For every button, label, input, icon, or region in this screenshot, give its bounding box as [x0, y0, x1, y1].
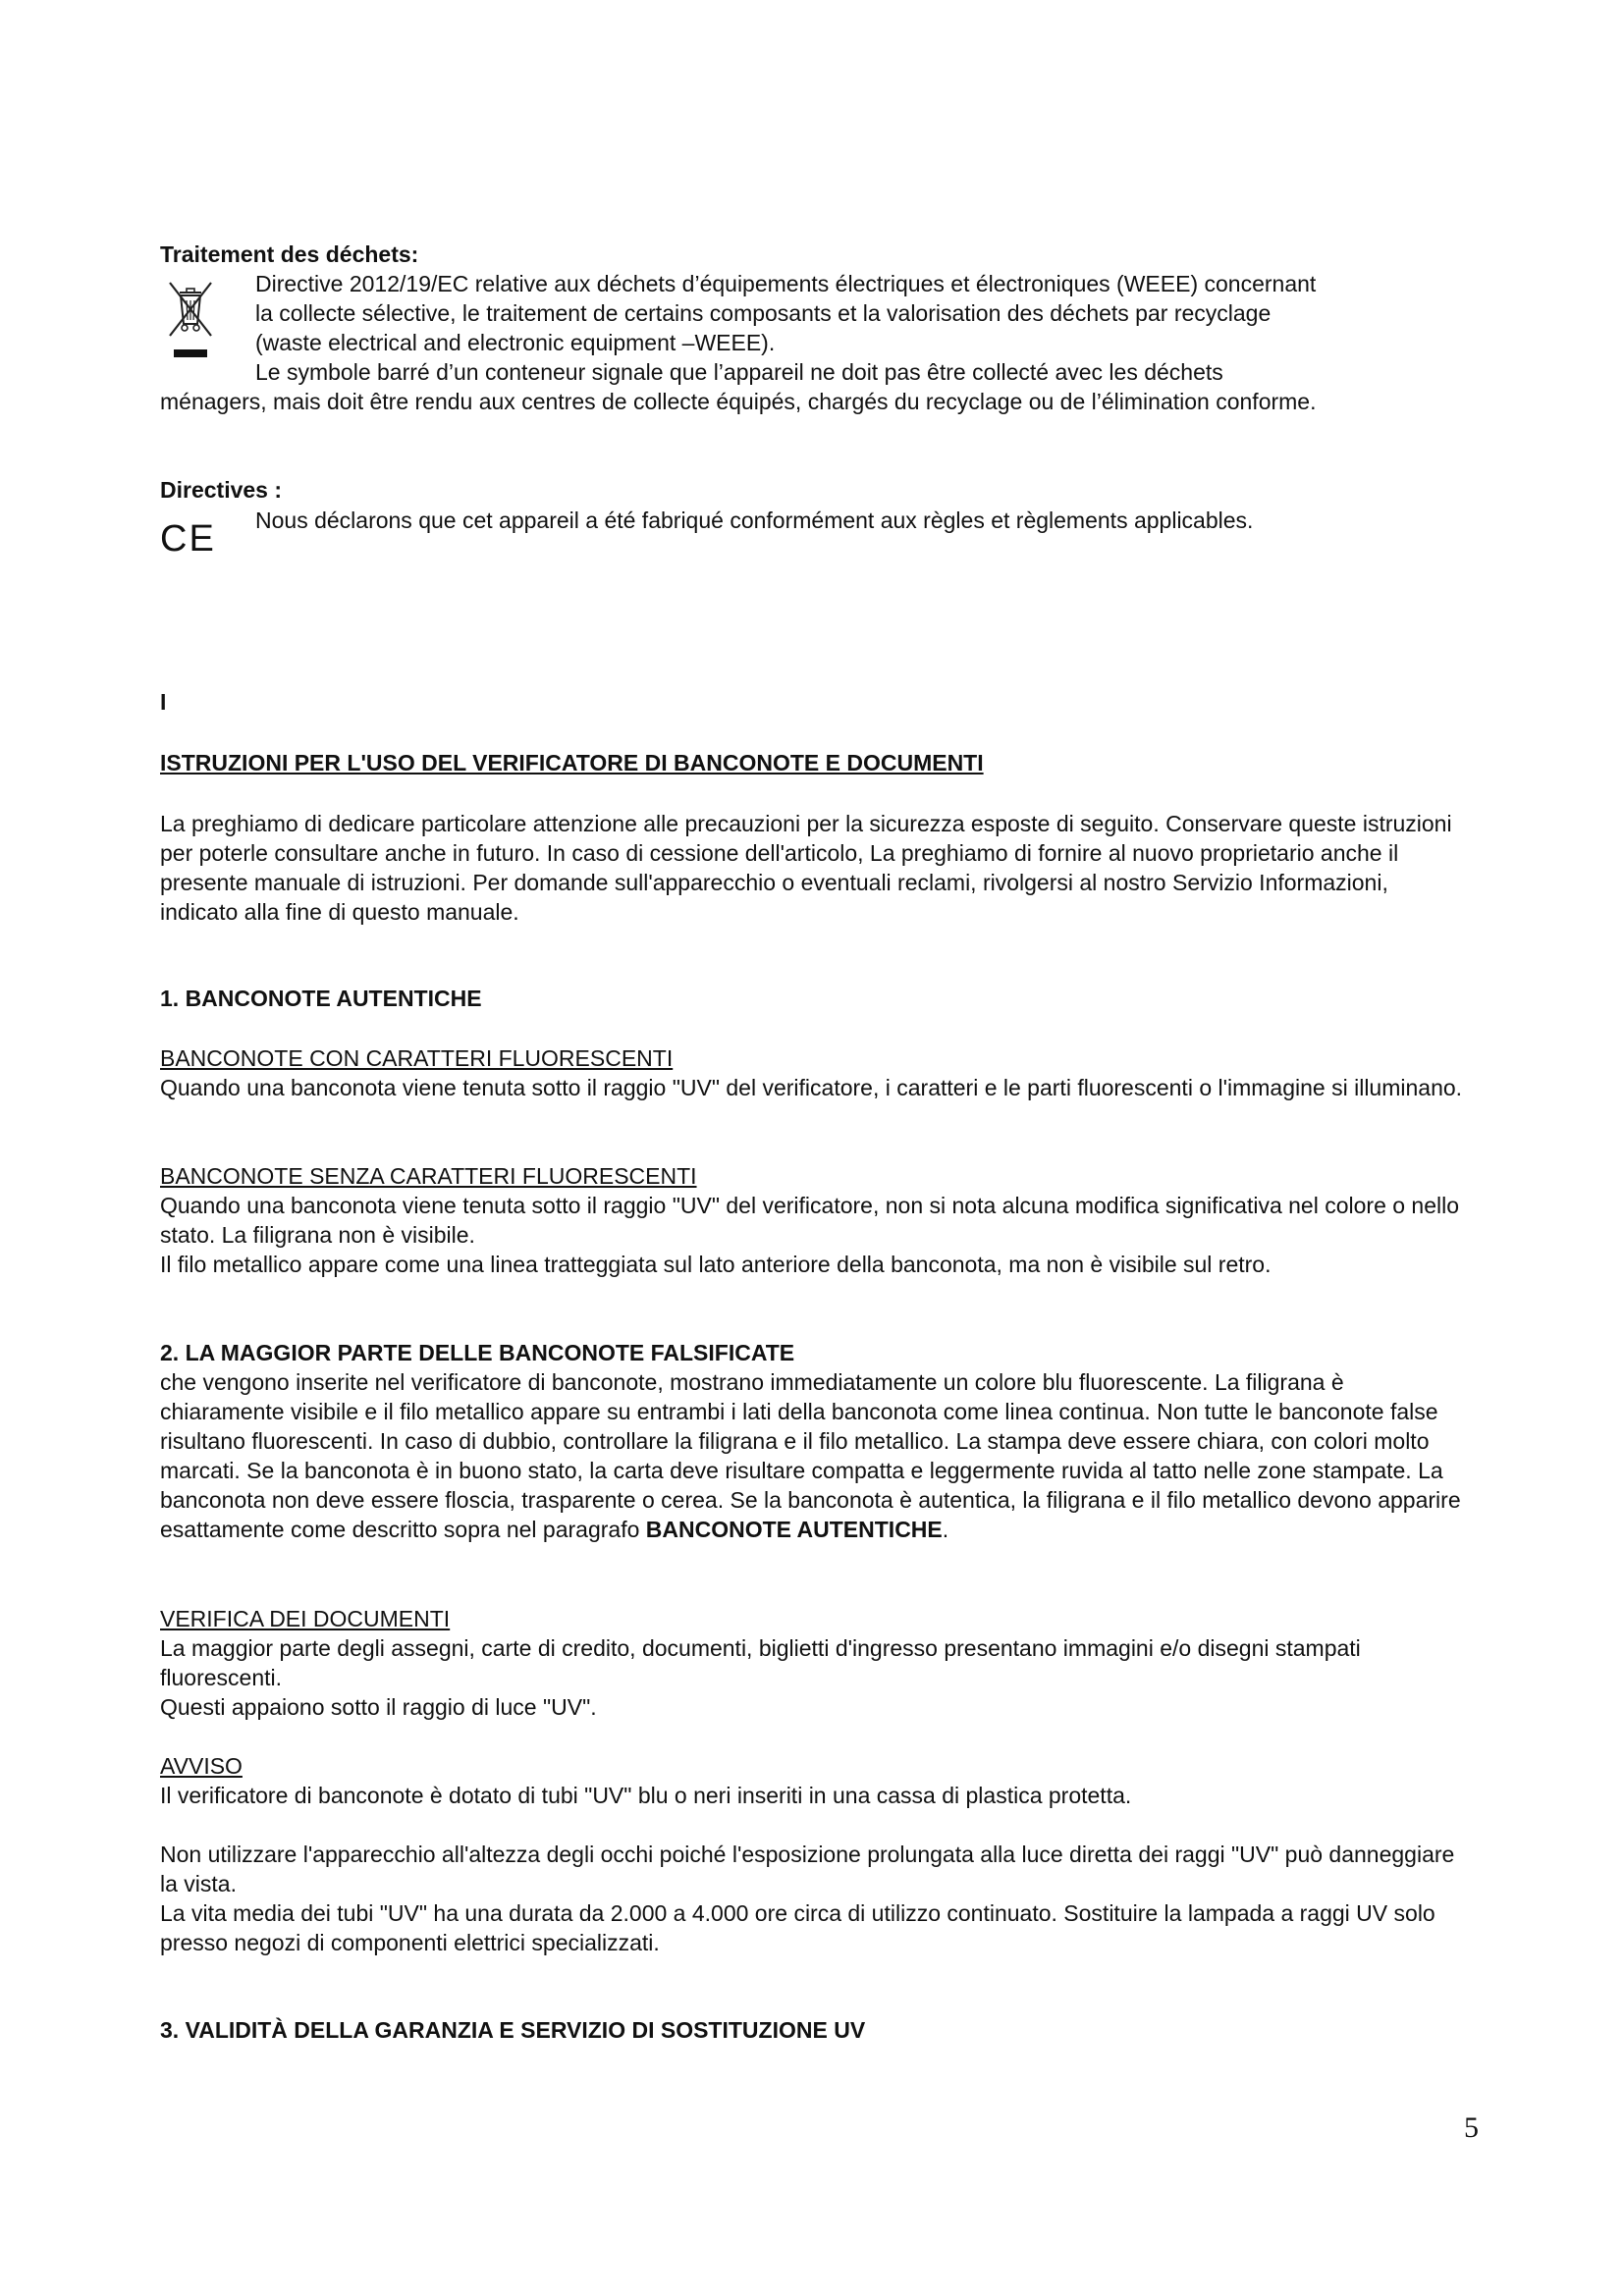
documents-heading: VERIFICA DEI DOCUMENTI	[160, 1606, 451, 1631]
page-number: 5	[1464, 2111, 1479, 2144]
waste-directive-text	[160, 269, 1561, 387]
document-title: ISTRUZIONI PER L'USO DEL VERIFICATORE DI BANCONOTE E DOCUMENTI	[160, 750, 984, 775]
waste-continuation: ménagers, mais doit être rendu aux centres de collecte équipés, chargés du recyclage ou de l’élimination conforme.	[160, 389, 1317, 414]
section-2-text	[160, 1367, 1466, 1544]
section-1a-text: Quando una banconota viene tenuta sotto il raggio "UV" del verificatore, i caratteri e le parti fluorescenti o l'immagine si illuminano.	[160, 1075, 1463, 1100]
directives-heading: Directives :	[160, 477, 283, 503]
section-3-heading: 3. VALIDITÀ DELLA GARANZIA E SERVIZIO DI SOSTITUZIONE UV	[160, 2017, 866, 2043]
ce-mark-text: CE	[160, 518, 216, 559]
section-1b-heading: BANCONOTE SENZA CARATTERI FLUORESCENTI	[160, 1163, 697, 1189]
warning-text: Il verificatore di banconote è dotato di tubi "UV" blu o neri inseriti in una cassa di plastica protetta.	[160, 1783, 1132, 1808]
waste-line: (waste electrical and electronic equipment –WEEE).	[255, 330, 776, 355]
section-2-heading: 2. LA MAGGIOR PARTE DELLE BANCONOTE FALSIFICATE	[160, 1340, 795, 1365]
waste-line: Directive 2012/19/EC relative aux déchets d’équipements électriques et électroniques (WEEE) concernant	[255, 271, 1317, 296]
section-1-heading: 1. BANCONOTE AUTENTICHE	[160, 986, 482, 1011]
section-1a-heading: BANCONOTE CON CARATTERI FLUORESCENTI	[160, 1045, 674, 1071]
section-2-body: che vengono inserite nel verificatore di banconote, mostrano immediatamente un colore blu fluorescente. La filigrana è chiaramente visibile e il filo metallico appare su entrambi i lati della banconota come linea continua. Non tutte le banconote false risultano fluorescenti. In caso di dubbio, controllare la filigrana e il filo metallico. La stampa deve essere chiara, con colori molto marcati. Se la banconota è in buono stato, la carta deve risultare compatta e leggermente ruvida al tatto nelle zone stampate. La banconota non deve essere floscia, trasparente o cerea. Se la banconota è autentica, la filigrana e il filo metallico devono apparire esattamente come descritto sopra nel paragrafo	[160, 1369, 1461, 1542]
warning-heading: AVVISO	[160, 1753, 243, 1779]
documents-text-2: Questi appaiono sotto il raggio di luce "UV".	[160, 1694, 597, 1720]
section-2-end: .	[942, 1517, 949, 1542]
section-1b-text: Quando una banconota viene tenuta sotto il raggio "UV" del verificatore, non si nota alcuna modifica significativa nel colore o nello stato. La filigrana non è visibile.	[160, 1193, 1460, 1248]
documents-text: La maggior parte degli assegni, carte di credito, documenti, biglietti d'ingresso presentano immagini e/o disegni stampati fluorescenti.	[160, 1635, 1361, 1690]
section-1b-text-2: Il filo metallico appare come una linea tratteggiata sul lato anteriore della banconota, ma non è visibile sul retro.	[160, 1252, 1272, 1277]
directives-text: Nous déclarons que cet appareil a été fabriqué conformément aux règles et règlements applicables.	[255, 507, 1254, 533]
section-2-bold-ref: BANCONOTE AUTENTICHE	[645, 1517, 943, 1542]
language-marker: I	[160, 689, 167, 715]
warning-text-2: Non utilizzare l'apparecchio all'altezza degli occhi poiché l'esposizione prolungata alla luce diretta dei raggi "UV" può danneggiare la vista.	[160, 1842, 1455, 1896]
warning-text-3: La vita media dei tubi "UV" ha una durata da 2.000 a 4.000 ore circa di utilizzo continuato. Sostituire la lampada a raggi UV solo presso negozi di componenti elettrici specializzati.	[160, 1900, 1435, 1955]
waste-line: la collecte sélective, le traitement de certains composants et la valorisation des déchets par recyclage	[255, 300, 1272, 326]
intro-paragraph: La preghiamo di dedicare particolare attenzione alle precauzioni per la sicurezza esposte di seguito. Conservare queste istruzioni per poterle consultare anche in futuro. In caso di cessione dell'articolo, La preghiamo di fornire al nuovo proprietario anche il presente manuale di istruzioni. Per domande sull'apparecchio o eventuali reclami, rivolgersi al nostro Servizio Informazioni, indicato alla fine di questo manuale.	[160, 811, 1452, 925]
waste-heading: Traitement des déchets:	[160, 241, 419, 267]
waste-line: Le symbole barré d’un conteneur signale que l’appareil ne doit pas être collecté avec les déchets	[255, 359, 1223, 385]
